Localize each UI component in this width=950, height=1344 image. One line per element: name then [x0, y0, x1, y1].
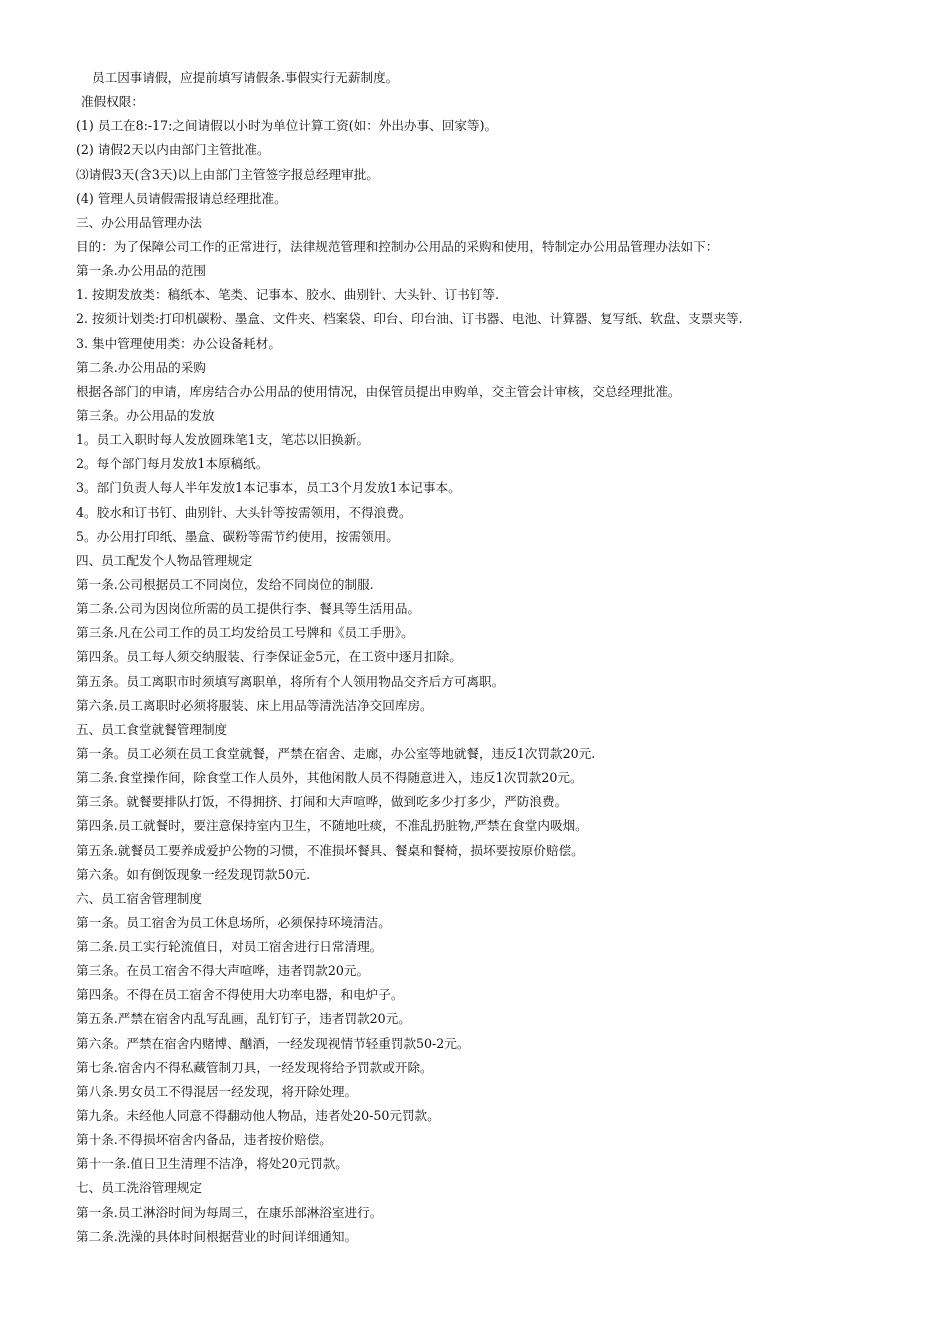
text-line: 第二条.洗澡的具体时间根据营业的时间详细通知。 [76, 1228, 358, 1244]
text-line: 员工因事请假，应提前填写请假条.事假实行无薪制度。 [92, 70, 399, 85]
text-line: 第六条。如有倒饭现象一经发现罚款50元. [76, 866, 311, 882]
text-line: 目的：为了保障公司工作的正常进行，法律规范管理和控制办公用品的采购和使用，特制定办公用品管理办法如下： [76, 238, 719, 254]
text-line: 第一条.员工淋浴时间为每周三，在康乐部淋浴室进行。 [76, 1204, 383, 1220]
text-line: 第三条。就餐要排队打饭，不得拥挤、打闹和大声喧哗，做到吃多少打多少，严防浪费。 [76, 794, 568, 810]
text-line: 第五条.就餐员工要养成爱护公物的习惯，不准损坏餐具、餐桌和餐椅，损坏要按原价赔偿。 [76, 842, 584, 858]
text-line: 第一条。员工必须在员工食堂就餐，严禁在宿舍、走廊，办公室等地就餐，违反1次罚款20元. [76, 745, 596, 761]
text-line: 4。胶水和订书钉、曲别针、大头针等按需领用，不得浪费。 [76, 504, 412, 520]
section-heading: 七、员工洗浴管理规定 [76, 1180, 202, 1196]
text-line: ⑶请假3天(含3天)以上由部门主管签字报总经理审批。 [76, 166, 379, 182]
text-line: 第三条.凡在公司工作的员工均发给员工号牌和《员工手册》。 [76, 625, 414, 641]
text-line: 3. 集中管理使用类：办公设备耗材。 [76, 335, 281, 351]
section-heading: 三、办公用品管理办法 [76, 214, 202, 230]
text-line: 第四条.员工就餐时，要注意保持室内卫生，不随地吐痰，不准乱扔脏物,严禁在食堂内吸烟。 [76, 818, 588, 834]
article-heading: 第一条.办公用品的范围 [76, 263, 206, 279]
text-line: 第六条.员工离职时必须将服装、床上用品等清洗洁净交回库房。 [76, 697, 433, 713]
text-line: 第五条.严禁在宿舍内乱写乱画，乱钉钉子，违者罚款20元。 [76, 1011, 411, 1027]
text-line: 第一条。员工宿舍为员工休息场所，必须保持环境清洁。 [76, 914, 391, 930]
text-line: 2. 按须计划类:打印机碳粉、墨盒、文件夹、档案袋、印台、印台油、订书器、电池、计算器、复写纸、软盘、支票夹等. [76, 311, 743, 327]
text-line: 1. 按期发放类：稿纸本、笔类、记事本、胶水、曲别针、大头针、订书钉等. [76, 287, 500, 303]
text-line: 5。办公用打印纸、墨盒、碳粉等需节约使用，按需领用。 [76, 528, 399, 544]
section-heading: 四、员工配发个人物品管理规定 [76, 552, 253, 568]
text-line: 第四条。员工每人须交纳服装、行李保证金5元，在工资中逐月扣除。 [76, 649, 462, 665]
section-heading: 六、员工宿舍管理制度 [76, 890, 202, 906]
article-heading: 第二条.办公用品的采购 [76, 359, 206, 375]
text-line: 根据各部门的申请，库房结合办公用品的使用情况，由保管员提出申购单，交主管会计审核，交总经理批准。 [76, 383, 681, 399]
article-heading: 第三条。办公用品的发放 [76, 407, 215, 423]
text-line: 2。每个部门每月发放1本原稿纸。 [76, 456, 269, 472]
text-line: 第十条.不得损坏宿舍内备品，违者按价赔偿。 [76, 1132, 332, 1148]
text-line: 第一条.公司根据员工不同岗位，发给不同岗位的制服. [76, 576, 374, 592]
text-line: 第五条。员工离职市时须填写离职单，将所有个人领用物品交齐后方可离职。 [76, 673, 505, 689]
text-line: 第十一条.值日卫生清理不洁净，将处20元罚款。 [76, 1156, 348, 1172]
text-line: (2) 请假2天以内由部门主管批准。 [76, 142, 270, 158]
text-line: 第八条.男女员工不得混居一经发现，将开除处理。 [76, 1083, 358, 1099]
text-line: 第六条。严禁在宿舍内赌博、酗酒，一经发现视情节轻重罚款50-2元。 [76, 1035, 470, 1051]
text-line: (4) 管理人员请假需报请总经理批准。 [76, 190, 287, 206]
text-line: 1。员工入职时每人发放圆珠笔1支，笔芯以旧换新。 [76, 432, 370, 448]
text-line: 第二条.公司为因岗位所需的员工提供行李、餐具等生活用品。 [76, 601, 421, 617]
text-line: 第二条.员工实行轮流值日，对员工宿舍进行日常清理。 [76, 939, 383, 955]
text-line: 第七条.宿舍内不得私藏管制刀具，一经发现将给予罚款或开除。 [76, 1059, 433, 1075]
text-line: 第二条.食堂操作间，除食堂工作人员外，其他闲散人员不得随意进入，违反1次罚款20元。 [76, 770, 583, 786]
text-line: 3。部门负责人每人半年发放1本记事本，员工3个月发放1本记事本。 [76, 480, 461, 496]
text-line: 第三条。在员工宿舍不得大声喧哗，违者罚款20元。 [76, 963, 370, 979]
section-heading: 五、员工食堂就餐管理制度 [76, 721, 228, 737]
text-line: 第四条。不得在员工宿舍不得使用大功率电器，和电炉子。 [76, 987, 404, 1003]
text-line: (1) 员工在8:-17:之间请假以小时为单位计算工资(如：外出办事、回家等)。 [76, 118, 498, 134]
text-line: 第九条。未经他人同意不得翻动他人物品，违者处20-50元罚款。 [76, 1108, 440, 1124]
text-line: 准假权限： [81, 94, 144, 110]
document-page [0, 66, 950, 1249]
